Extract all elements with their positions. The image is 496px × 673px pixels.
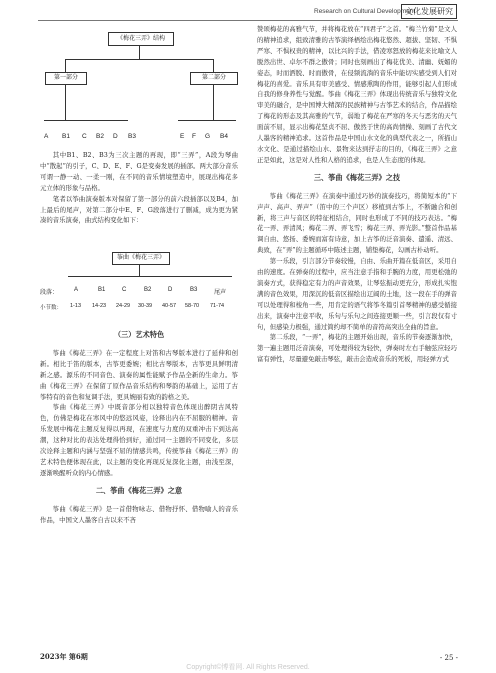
- label-g: G: [205, 133, 211, 140]
- copyright-watermark: Copyright©博看网. All Rights Reserved.: [186, 664, 310, 671]
- bars-b1: 14-23: [92, 303, 107, 309]
- section-row-label: 段落：: [40, 290, 59, 296]
- label-b2: B2: [96, 133, 104, 140]
- structure-diagram: [40, 30, 240, 150]
- bars-coda: 71-74: [210, 303, 225, 309]
- zheng-structure-diagram: [40, 250, 240, 320]
- section-heading: 三、筝曲《梅花三弄》之技: [313, 172, 401, 182]
- paragraph: 筝曲《梅花三弄》是一首借物咏志、借物抒怀、借物喻人的音乐作品，中国文人墨客自古以来不吝: [40, 504, 238, 524]
- section-heading: 二、筝曲《梅花三弄》之意: [95, 485, 183, 495]
- left-column: [40, 150, 238, 226]
- label-e: E: [180, 133, 185, 140]
- paragraph: 筝曲《梅花三弄》中既音部分相以独特音色体现出醉阴古风特色，仿佛是梅花在寒风中的悠远风姿，诠释出内在不屈服的精神。音乐发展中梅花主题反复得以再现，在速度与力度的双重冲击下到达高潮，这种对比的表达处理得恰到好，通过同一主题的不同变化，多层次诠释主题和内涵与坚强不屈的情感共鸣，传统筝曲《梅花三弄》的艺术特色便体现在此，以主题的变化再现反复深化主题，由浅至深，逐渐唤醒听众的内心情感。: [40, 403, 238, 477]
- page-number: - 25 -: [439, 654, 458, 662]
- section-b1: B1: [98, 287, 106, 293]
- header-rule: [38, 20, 458, 21]
- label-b1: B1: [62, 133, 70, 140]
- section-a: A: [74, 287, 79, 293]
- part-two-box: 第二部分: [190, 72, 238, 85]
- zheng-diagram-title: 筝曲《梅花三弄》: [112, 252, 170, 265]
- left-column-lower: [40, 323, 238, 526]
- paragraph: 笔者以筝曲演奏版本对保留了第一部分的前六段插部以及B4，加上最后的尾声，对第二部分中E、F、G段落进行了删减，成为更为紧凑的音乐演奏，曲式结构变化如下：: [40, 194, 238, 225]
- label-c: C: [82, 133, 87, 140]
- paragraph: 赞颂梅花的高雅气节，并将梅花放在“四君子”之首。“梅兰竹菊”是文人的精神追求，组致清雅的古筝演绎梧绘出梅花悠然、超拔、坚韧、不惧严寒、不惧权贵的精神，以比兴的手法，借凌寒怒放的梅花来比喻文人脱然出世、卓尔不群之傲骨；同时也刻画出了梅花优美、清幽、妩媚的姿态，时而洒脱、时而傲骨，在侵频流淌的音乐中能切实感受到人们对梅花的喜爱。音乐具有审美感受、情感熏陶的作用，能够引起人们形成自我的修身养性与觉醒。筝曲《梅花三弄》体现出传统音乐与独特文化审美的融合，是中国博大精深的民族精神与古筝艺术的结合，作品描绘了梅花的形态及其高雅的气节，弱地了梅花在严寒的冬天与恶劣的天气面前不屈，显示出梅花坚贞不屈、傲然于世的高尚情操、刻画了古代文人墨客的精神追求。这首作品是中国山水文化的典型代表之一，所描山水文化、是通过描绘山水、景物来达到抒志的目的，《梅花三弄》之意正是如此，这是对人性和人格的追求，也是人生态度的体现。: [257, 25, 457, 164]
- diagram-title: 《梅花三弄》结构: [108, 32, 174, 46]
- paragraph: 筝曲《梅花三弄》在演奏中通过巧妙的演奏技巧，将简短本的“下声声、高声、弄声”（笛中的三个声区）移植到古筝上，不断融合和创新，将三声与音区的特征相结合，同时也形成了不同的技巧表达。“梅花一弄、弄清风；梅花二弄、弄飞雪；梅花三弄、弄光影。”整首作品基调自由、悠扬、委婉而富有诗意，加上古筝的泛音演奏、遣遥、清远、典致，在“弄”的主题循环中陈述主题，铺垫梅花，勾画古朴动听。: [257, 191, 457, 255]
- issue-number: 2023年 第6期: [40, 652, 88, 661]
- paragraph: 第一乐段，引言部分节奏较慢，自由、乐曲开篇在低音区，采用自由的速度。在弹奏的过程中，应当注意手指和手腕的力度，用更松弛的演奏方式，获得稳定有力的声音效果，让琴弦振动更充分，形成扎实饱满的音色效果，用深沉的低音区描绘出辽阔的土地，这一段在手的弹音可以处理得和梭角一些，用肯定的语气将筝冬篇引首琴精神的感受循接出来，演奏中注意平收，乐句与乐句之间连接更顺一些，引言段仅有寸句，但感染力极强，通过简约却不简单的音符高突出全曲的旨意。: [257, 257, 457, 331]
- bars-a: 1-13: [70, 303, 82, 309]
- section-b3: B3: [190, 287, 198, 293]
- bars-row-label: 小节数：: [40, 305, 63, 311]
- bars-b2: 30-39: [138, 303, 153, 309]
- label-b4: B4: [220, 133, 228, 140]
- label-f: F: [192, 133, 196, 140]
- paragraph: 其中B1、B2、B3为三次主题的再现，即“三弄”，A段为琴曲中“散起”的引子，C、D、E、F、G是变奏发展的插部。两大部分音乐可谓一静一动、一柔一刚，在不同的音乐情境塑造中，展现出梅花多元立体的形象与品格。: [40, 151, 238, 192]
- section-c: C: [122, 287, 127, 293]
- bars-c: 24-29: [116, 303, 131, 309]
- label-a: A: [44, 133, 49, 140]
- right-column: [257, 24, 457, 365]
- paragraph: 筝曲《梅花三弄》在一定程度上对笛和古琴版本进行了延伸和创新。相比于笛的版本，古筝更委婉；相比古琴版本，古筝更具鲜明清新之感。源乐的不同音色、演奏的属性能赋予作品全新的生命力。筝曲《梅花三弄》在保留了原作品音乐结构和琴韵的基础上，运用了古筝特有的音色和复调手法，更具婉丽有致的韵格之美。: [40, 348, 238, 401]
- section-d: D: [168, 287, 173, 293]
- paragraph: 第二乐段，“一弄”，梅花的主题开始出现，音乐的节奏逐渐加快，第一遍主题用泛音演奏，可处理得较为轻快，弹奏时左右手触弦应轻巧富有弹性，尽量避免敲击琴弦，敲击会造成音乐的死板，用轻弹方式: [257, 333, 457, 364]
- section-b2: B2: [144, 287, 152, 293]
- bars-b3: 58-70: [185, 303, 200, 309]
- bars-d: 40-57: [162, 303, 177, 309]
- subsection-heading: （三）艺术特色: [113, 330, 165, 339]
- diagram-labels: [40, 133, 240, 145]
- label-b3: B3: [128, 133, 136, 140]
- journal-name-zh: 文化发展研究: [401, 4, 457, 19]
- label-d: D: [113, 133, 118, 140]
- part-one-box: 第一部分: [45, 72, 87, 85]
- section-coda: 尾声: [214, 290, 227, 296]
- journal-name-en: Research on Cultural Development: [314, 8, 416, 15]
